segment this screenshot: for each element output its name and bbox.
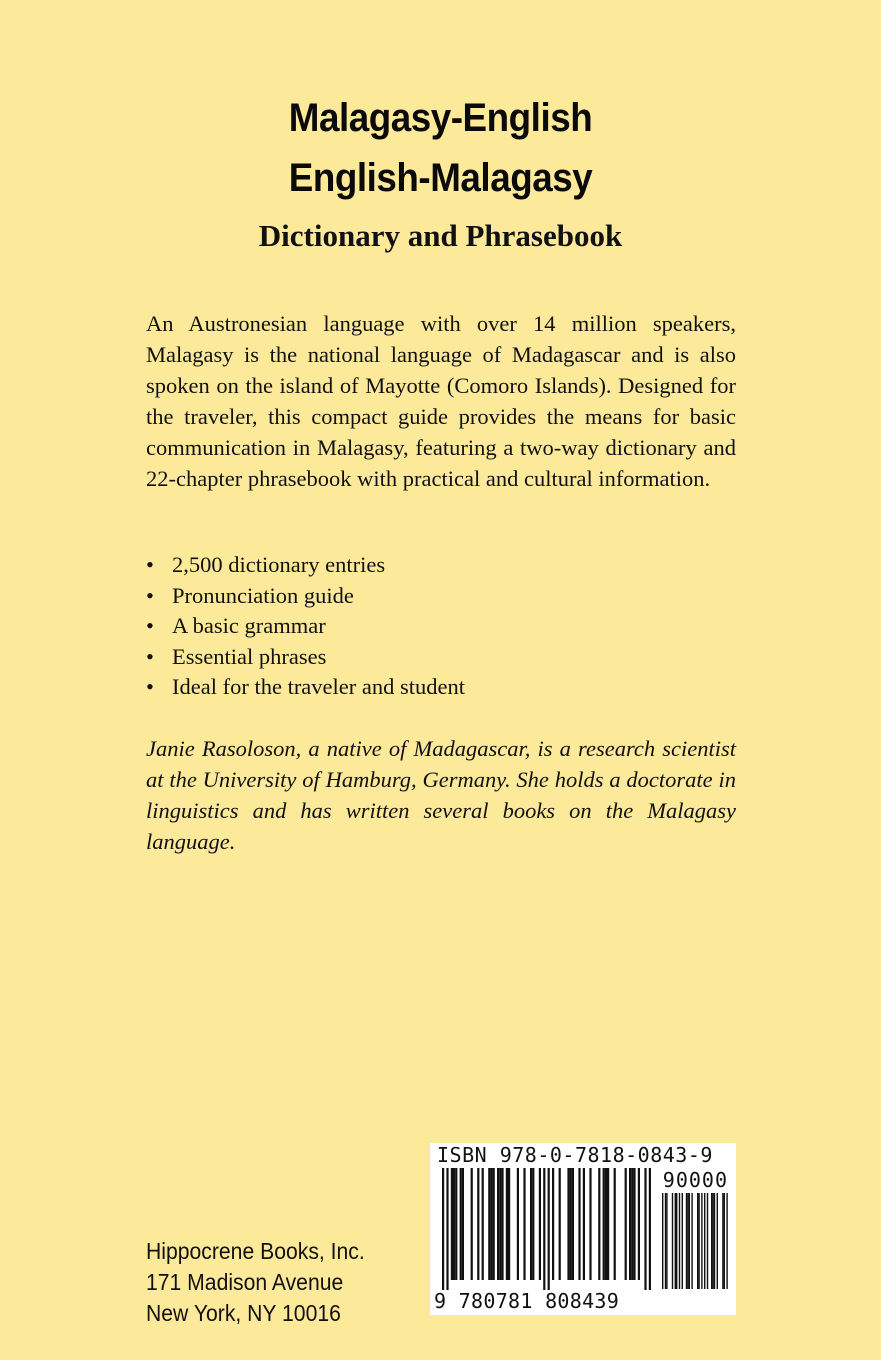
barcode-bar — [530, 1168, 532, 1280]
barcode-bar — [460, 1168, 462, 1280]
barcode-bar — [548, 1168, 550, 1290]
feature-text: Ideal for the traveler and student — [172, 674, 465, 699]
ean-barcode-icon — [436, 1168, 658, 1290]
barcode-bar — [506, 1168, 508, 1280]
barcode-bar — [488, 1168, 490, 1280]
addon-bar — [717, 1193, 718, 1289]
addon-bar — [686, 1193, 687, 1289]
feature-text: A basic grammar — [172, 613, 326, 638]
addon-bar — [711, 1193, 712, 1289]
addon-bar — [707, 1193, 708, 1289]
barcode-bar — [607, 1168, 609, 1280]
barcode-bar — [603, 1168, 605, 1280]
barcode-bar — [497, 1168, 499, 1280]
bullet-icon: • — [146, 674, 154, 699]
barcode-bar — [631, 1168, 633, 1280]
barcode-bar — [572, 1168, 574, 1280]
barcode-bar — [453, 1168, 455, 1280]
barcode-bar — [499, 1168, 501, 1280]
addon-bar — [672, 1193, 673, 1289]
title-line-1: Malagasy-English — [288, 96, 593, 140]
barcode-bar — [625, 1168, 627, 1280]
barcode-bar — [482, 1168, 484, 1280]
barcode-bar — [578, 1168, 580, 1280]
addon-bar — [666, 1193, 667, 1289]
addon-bar — [704, 1193, 705, 1289]
barcode-bar — [539, 1168, 541, 1280]
barcode-bar — [523, 1168, 525, 1280]
book-description: An Austronesian language with over 14 million speakers, Malagasy is the national language of Madagascar and is also spoken on the island of Mayotte (Comoro Islands). Designed for the traveler, this compact guide provides the means for basic communication in Malagasy, featuring a two-way dictionary and 22-chapter phrasebook with practical and cultural information. — [146, 311, 736, 491]
barcode-bar — [455, 1168, 457, 1280]
addon-bar — [676, 1193, 677, 1289]
barcode-bar — [462, 1168, 464, 1280]
addon-bar — [698, 1193, 699, 1289]
feature-item — [146, 581, 736, 612]
barcode-bar — [543, 1168, 545, 1290]
barcode-bar — [477, 1168, 479, 1280]
barcode-bar — [633, 1168, 635, 1280]
barcode-bar — [501, 1168, 503, 1280]
barcode-bar — [490, 1168, 492, 1280]
barcode-bar — [644, 1168, 646, 1290]
price-code: 90000 — [662, 1168, 728, 1192]
barcode-bar — [567, 1168, 569, 1280]
addon-barcode-icon — [662, 1193, 730, 1289]
feature-item — [146, 642, 736, 673]
barcode-bar — [589, 1168, 591, 1280]
barcode-bar — [605, 1168, 607, 1280]
barcode-bar — [649, 1168, 651, 1290]
barcode-bar — [451, 1168, 453, 1280]
addon-bar — [697, 1193, 698, 1289]
addon-bar — [675, 1193, 676, 1289]
bullet-icon: • — [146, 582, 154, 608]
barcode-bar — [629, 1168, 631, 1280]
addon-bar — [722, 1193, 723, 1289]
barcode-bar — [508, 1168, 510, 1280]
author-bio: Janie Rasoloson, a native of Madagascar, is a research scientist at the University of Hamburg, Germany. She holds a doctorate in linguistics and has written several books on the Malagasy language. — [146, 736, 736, 854]
feature-item — [146, 550, 736, 581]
barcode-bar — [552, 1168, 554, 1280]
barcode-panel — [430, 1143, 736, 1315]
isbn-label: ISBN 978-0-7818-0843-9 — [437, 1143, 713, 1167]
barcode-bar — [638, 1168, 640, 1280]
feature-text: Pronunciation guide — [172, 582, 354, 608]
barcode-bar — [532, 1168, 534, 1280]
barcode-bar — [570, 1168, 572, 1280]
bullet-icon: • — [146, 613, 154, 638]
addon-bar — [691, 1193, 692, 1289]
addon-bar — [662, 1193, 663, 1289]
addon-bar — [724, 1193, 725, 1289]
barcode-bar — [442, 1168, 444, 1290]
addon-bar — [682, 1193, 683, 1289]
publisher-address — [146, 1236, 365, 1329]
barcode-bar — [517, 1168, 519, 1280]
barcode-bar — [598, 1168, 600, 1280]
barcode-bar — [446, 1168, 448, 1290]
feature-item — [146, 672, 736, 703]
addon-bar — [714, 1193, 715, 1289]
feature-text: 2,500 dictionary entries — [172, 552, 386, 577]
addon-bar — [665, 1193, 666, 1289]
addon-bar — [701, 1193, 702, 1289]
feature-list — [146, 550, 736, 703]
addon-bar — [679, 1193, 680, 1289]
barcode-bar — [583, 1168, 585, 1280]
addon-bar — [687, 1193, 688, 1289]
addon-bar — [726, 1193, 727, 1289]
barcode-bar — [559, 1168, 561, 1280]
publisher-name: Hippocrene Books, Inc. — [146, 1238, 365, 1264]
title-line-2: English-Malagasy — [288, 156, 593, 200]
feature-text: Essential phrases — [172, 643, 327, 669]
subtitle: Dictionary and Phrasebook — [258, 218, 623, 253]
publisher-street: 171 Madison Avenue — [146, 1269, 344, 1295]
addon-bar — [712, 1193, 713, 1289]
bullet-icon: • — [146, 552, 154, 577]
barcode-bar — [471, 1168, 473, 1280]
bullet-icon: • — [146, 643, 154, 669]
barcode-bar — [614, 1168, 616, 1280]
feature-item — [146, 611, 736, 642]
publisher-city: New York, NY 10016 — [146, 1300, 341, 1326]
ean-digits: 9 780781 808439 — [434, 1289, 620, 1313]
barcode-bar — [493, 1168, 495, 1280]
addon-bar — [689, 1193, 690, 1289]
